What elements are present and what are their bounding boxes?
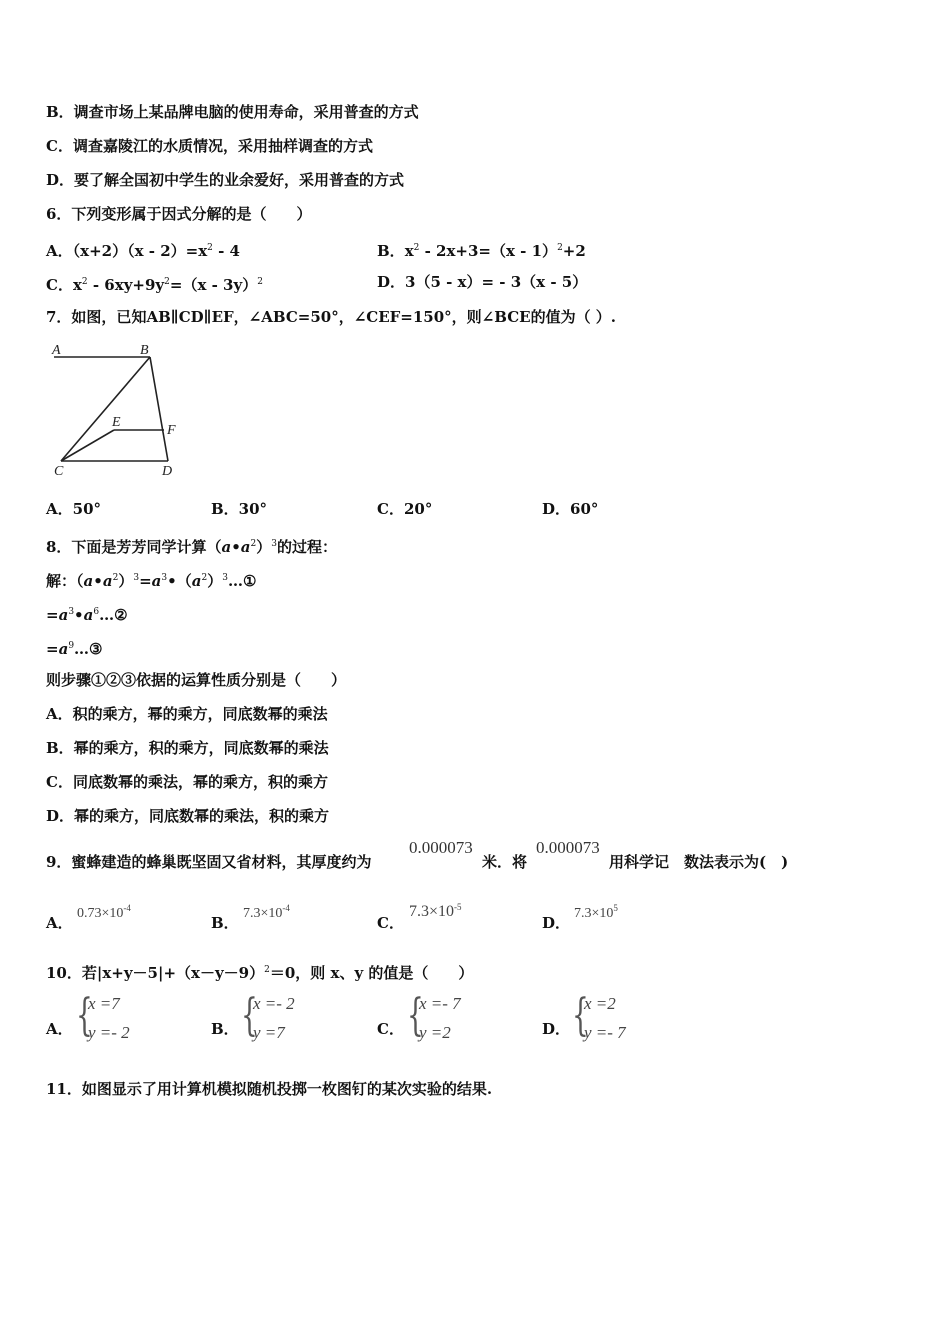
q8-question: 则步骤①②③依据的运算性质分别是（ ） <box>46 671 347 689</box>
line-bd <box>150 357 168 461</box>
q10-option-d-label: D． <box>542 1020 571 1038</box>
q8-solution-step3: $=a^9\dots ③$ <box>46 640 103 658</box>
q7-geometry-figure <box>46 338 196 480</box>
q6-option-d: D．3（5 - x）= - 3（x - 5） <box>377 273 588 291</box>
q9-stem-part2: 米．将 <box>482 853 528 871</box>
q10-option-a-eq2: y =- 2 <box>88 1023 130 1042</box>
q7-stem: 7．如图，已知AB∥CD∥EF，∠ABC=50°，∠CEF=150°，则∠BCE的值为（ ）. <box>46 308 617 326</box>
q9-option-d: $7.3\times 10^5$ <box>574 903 618 921</box>
q10-option-b-eq2: y =7 <box>253 1023 285 1042</box>
q9-stem-part1: 9．蜜蜂建造的蜂巢既坚固又省材料，其厚度约为 <box>46 853 372 871</box>
q10-option-c-label: C． <box>377 1020 404 1038</box>
label-d: D <box>162 464 173 479</box>
q5-option-c: C．调查嘉陵江的水质情况，采用抽样调查的方式 <box>46 137 373 155</box>
q10-option-b-brace: { <box>241 990 258 1041</box>
q6-option-a: A．$(x+2)(x - 2)=x^2 - 4$ <box>46 242 240 260</box>
q10-stem: 10．若$|x+y-5|+(x-y-9)^2=0$，则 x、y 的值是（ ） <box>46 964 474 982</box>
q9-option-d-label: D． <box>542 914 571 932</box>
q5-option-b: B．调查市场上某品牌电脑的使用寿命，采用普查的方式 <box>46 103 419 121</box>
q8-option-b: B．幂的乘方，积的乘方，同底数幂的乘法 <box>46 739 329 757</box>
q10-option-b-label: B． <box>211 1020 239 1038</box>
q9-number-1: 0.000073 <box>409 838 473 857</box>
q7-option-b: B．30° <box>211 500 268 518</box>
q7-option-d: D．60° <box>542 500 599 518</box>
q8-solution-step1: 解：$(a•a^2)^3=a^3•(a^2)^3\dots ①$ <box>46 572 257 590</box>
q9-stem-part3: 用科学记 数法表示为( ) <box>609 853 789 871</box>
line-bc <box>61 357 150 461</box>
q9-option-a: $0.73\times 10^{-4}$ <box>77 903 131 921</box>
q9-option-c-label: C． <box>377 914 404 932</box>
q8-option-a: A．积的乘方，幂的乘方，同底数幂的乘法 <box>46 705 328 723</box>
line-ce <box>61 430 114 461</box>
q10-option-c-eq1: x =- 7 <box>419 994 461 1013</box>
q6-option-c: C．$x^2 - 6xy+9y^2=(x - 3y)^2$ <box>46 276 263 294</box>
q7-option-a: A．50° <box>46 500 102 518</box>
q10-option-a-eq1: x =7 <box>88 994 120 1013</box>
q6-option-b: B．$x^2 - 2x+3=(x - 1)^2+2$ <box>377 242 586 260</box>
q9-option-b: $7.3\times 10^{-4}$ <box>243 903 290 921</box>
q11-stem: 11．如图显示了用计算机模拟随机投掷一枚图钉的某次实验的结果. <box>46 1080 493 1098</box>
q10-option-c-brace: { <box>407 990 424 1041</box>
q9-number-2: 0.000073 <box>536 838 600 857</box>
q9-option-a-label: A． <box>46 914 73 932</box>
label-f: F <box>167 423 176 438</box>
label-a: A <box>52 343 61 358</box>
q10-option-c-eq2: y =2 <box>419 1023 451 1042</box>
q8-stem: 8．下面是芳芳同学计算$(a•a^2)^3$的过程： <box>46 538 338 556</box>
q10-option-d-eq1: x =2 <box>584 994 616 1013</box>
q8-solution-step2: $=a^3•a^6\dots ②$ <box>46 606 128 624</box>
q10-option-a-brace: { <box>76 990 93 1041</box>
q10-option-a-label: A． <box>46 1020 73 1038</box>
q8-option-c: C．同底数幂的乘法，幂的乘方，积的乘方 <box>46 773 328 791</box>
q10-option-d-eq2: y =- 7 <box>584 1023 626 1042</box>
q7-option-c: C．20° <box>377 500 433 518</box>
label-c: C <box>54 464 64 479</box>
q10-option-b-eq1: x =- 2 <box>253 994 295 1013</box>
q10-option-d-brace: { <box>572 990 589 1041</box>
label-e: E <box>112 415 121 430</box>
q6-stem: 6．下列变形属于因式分解的是（ ） <box>46 205 312 223</box>
q5-option-d: D．要了解全国初中学生的业余爱好，采用普查的方式 <box>46 171 405 189</box>
q8-option-d: D．幂的乘方，同底数幂的乘法，积的乘方 <box>46 807 330 825</box>
label-b: B <box>140 343 149 358</box>
q9-option-b-label: B． <box>211 914 239 932</box>
q9-option-c: $7.3\times 10^{-5}$ <box>409 902 462 920</box>
